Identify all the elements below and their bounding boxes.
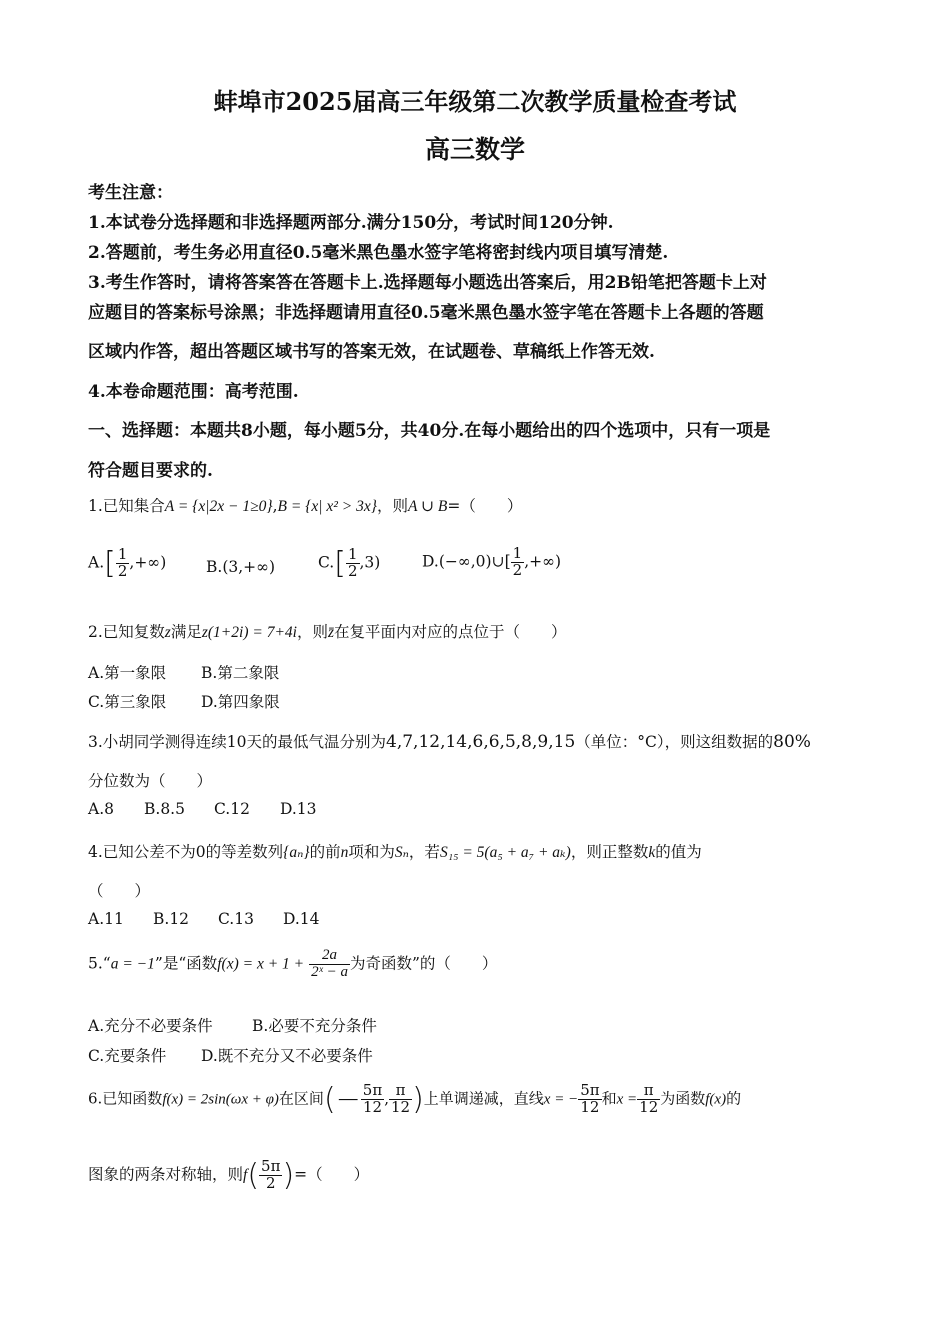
fraction: $\frac{2a}{\text{2ˣ − a}}$ bbox=[311, 947, 348, 980]
question-5-option-b: B.必要不充分条件 bbox=[252, 1017, 377, 1035]
question-3-stem-line-1: 3.小胡同学测得连续10天的最低气温分别为4,7,12,14,6,6,5,8,9,15（单位：°C），则这组数据的80% bbox=[88, 732, 811, 752]
fraction: $\frac{5\pi}{12}$ bbox=[362, 1081, 383, 1116]
notice-heading: 考生注意： bbox=[88, 183, 173, 203]
question-3-option-b: B.8.5 bbox=[144, 800, 185, 818]
fraction: $\frac{1}{2}$ bbox=[117, 545, 128, 580]
question-5-option-a: A.充分不必要条件 bbox=[88, 1017, 213, 1035]
question-4-option-a: A.11 bbox=[88, 910, 124, 928]
fraction: $\frac{5\pi}{2}$ bbox=[261, 1157, 281, 1192]
question-3-option-a: A.8 bbox=[88, 800, 114, 818]
question-4-option-b: B.12 bbox=[153, 910, 190, 928]
question-2-option-d: D.第四象限 bbox=[201, 693, 280, 711]
notice-item-3-line-2: 应题目的答案标号涂黑；非选择题请用直径0.5毫米黑色墨水签字笔在答题卡上各题的答题 bbox=[88, 303, 764, 323]
set-a: A = {x|2x − 1≥0} bbox=[164, 498, 273, 515]
section-1-heading-line-2: 符合题目要求的. bbox=[88, 461, 213, 481]
question-3-option-d: D.13 bbox=[280, 800, 317, 818]
question-2-option-b: B.第二象限 bbox=[201, 664, 280, 682]
question-1-option-c: C.[ $\frac{1}{2}$ ,3) bbox=[318, 545, 381, 581]
section-1-heading-line-1: 一、选择题：本题共8小题，每小题5分，共40分.在每小题给出的四个选项中，只有一项是 bbox=[88, 421, 771, 441]
fraction: $\frac{1}{2}$ bbox=[512, 544, 523, 579]
question-4-option-d: D.14 bbox=[283, 910, 320, 928]
fraction: $\frac{5\pi}{12}$ bbox=[580, 1081, 600, 1116]
fraction: $\frac{\pi}{12}$ bbox=[639, 1081, 659, 1116]
fraction: $\frac{1}{2}$ bbox=[347, 545, 358, 580]
fraction: $\frac{\pi}{12}$ bbox=[390, 1081, 411, 1116]
question-2-stem: 2.已知复数z满足z(1+2i) = 7+4i，则z̄在复平面内对应的点位于（ ） bbox=[88, 623, 567, 641]
notice-item-1: 1.本试卷分选择题和非选择题两部分.满分150分，考试时间120分钟. bbox=[88, 213, 614, 233]
subject-title: 高三数学 bbox=[424, 135, 525, 164]
question-5-option-d: D.既不充分又不必要条件 bbox=[201, 1047, 373, 1065]
notice-item-3-line-1: 3.考生作答时，请将答案答在答题卡上.选择题每小题选出答案后，用2B铅笔把答题卡上对 bbox=[88, 273, 767, 293]
set-b: B = {x| x² > 3x} bbox=[277, 498, 377, 515]
question-6-stem-line-1: 6.已知函数f(x) = 2sin(ωx + φ)在区间(− $\frac{5\pi}{12}$ , $\frac{\pi}{12}$ )上单调递减，直线x = − $\frac{5\pi}{12}$ 和x = $\frac{\pi}{12}$ 为函数f(x)的 bbox=[88, 1081, 742, 1117]
exam-title: 蚌埠市2025届高三年级第二次教学质量检查考试 bbox=[213, 87, 737, 116]
notice-item-3-line-3: 区域内作答，超出答题区域书写的答案无效，在试题卷、草稿纸上作答无效. bbox=[88, 342, 655, 362]
question-4-stem: 4.已知公差不为0的等差数列{aₙ}的前n项和为Sₙ，若S₁₅ = 5(a₅ + a₇ + aₖ)，则正整数k的值为 bbox=[88, 843, 702, 861]
question-3-option-c: C.12 bbox=[214, 800, 250, 818]
question-5-option-c: C.充要条件 bbox=[88, 1047, 167, 1065]
question-1-stem: 1.已知集合A = {x|2x − 1≥0},B = {x| x² > 3x}，则A ∪ B=（ ） bbox=[88, 497, 523, 515]
question-4-stem-line-2: （ ） bbox=[88, 882, 151, 900]
question-3-stem-line-2: 分位数为（ ） bbox=[88, 772, 213, 790]
question-1-option-d: D.(−∞,0)∪[ $\frac{1}{2}$ ,+∞) bbox=[422, 544, 562, 579]
question-5-stem: 5.“a = −1”是“函数f(x) = x + 1 + $\frac{2a}{\text{2ˣ − a}}$ 为奇函数”的（ ） bbox=[88, 947, 498, 980]
question-4-option-c: C.13 bbox=[218, 910, 254, 928]
question-2-option-c: C.第三象限 bbox=[88, 693, 167, 711]
notice-item-4: 4.本卷命题范围：高考范围. bbox=[88, 382, 299, 402]
question-1-option-a: A.[ $\frac{1}{2}$ ,+∞) bbox=[88, 545, 167, 581]
notice-item-2: 2.答题前，考生务必用直径0.5毫米黑色墨水签字笔将密封线内项目填写清楚. bbox=[88, 243, 669, 263]
question-6-stem-line-2: 图象的两条对称轴，则f( $\frac{5\pi}{2}$ )=（ ） bbox=[88, 1157, 370, 1193]
question-2-option-a: A.第一象限 bbox=[88, 664, 167, 682]
question-1-option-b: B.(3,+∞) bbox=[206, 558, 276, 576]
